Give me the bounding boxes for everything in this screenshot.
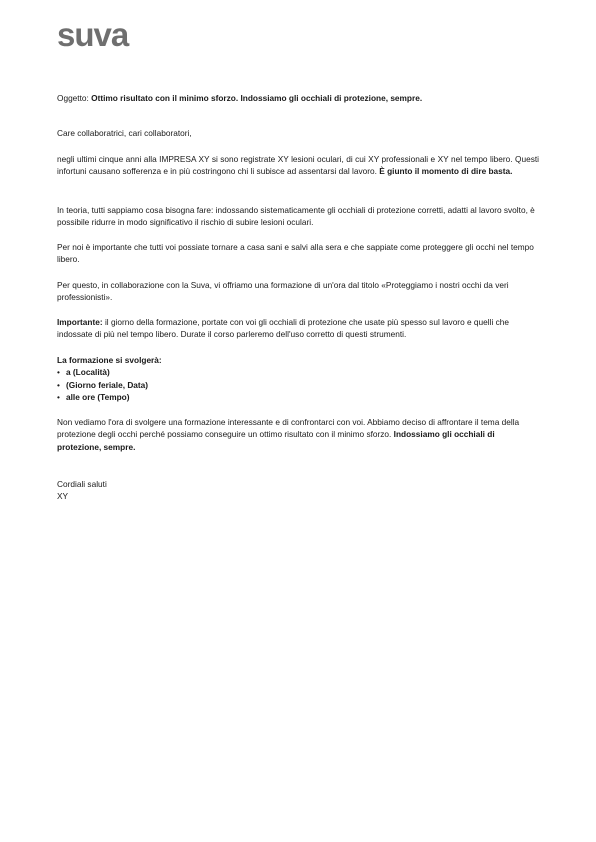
closing [57, 478, 539, 503]
paragraph-theory: In teoria, tutti sappiamo cosa bisogna fare: indossando sistematicamente gli occhiali di protezione corretti, adatti al lavoro svolto, è possibile ridurre in modo significativo il rischio di subire lesioni oculari. [57, 205, 535, 228]
paragraph-intro [57, 153, 539, 178]
salutation: Cordiali saluti [57, 479, 107, 489]
bullet-icon: • [57, 392, 60, 403]
training-item-label: alle ore (Tempo) [66, 392, 130, 403]
signature: XY [57, 491, 69, 502]
paragraph-intro-emphasis: È giunto il momento di dire basta. [379, 166, 513, 177]
training-item-date [57, 379, 539, 391]
paragraph-important-note [57, 316, 539, 341]
bullet-icon: • [57, 379, 60, 390]
training-item-time [57, 391, 539, 403]
greeting: Care collaboratrici, cari collaboratori, [57, 128, 192, 138]
paragraph-conclusion-text: Non vediamo l'ora di svolgere una formazione interessante e di confrontarci con voi. Abbiamo deciso di affrontare il tema della protezione degli occhi perché possiamo conseguire un ottimo risultato con il minimo sforzo. [57, 417, 520, 440]
subject-lead: Oggetto: [57, 93, 89, 103]
suva-logo: suva [57, 16, 129, 53]
bullet-icon: • [57, 367, 60, 378]
training-title: La formazione si svolgerà: [57, 355, 162, 365]
subject-line [57, 92, 539, 104]
paragraph-importance: Per noi è importante che tutti voi possiate tornare a casa sani e salvi alla sera e che sappiate come proteggere gli occhi nel tempo libero. [57, 242, 534, 265]
paragraph-conclusion [57, 416, 539, 453]
subject-text: Ottimo risultato con il minimo sforzo. Indossiamo gli occhiali di protezione, sempre. [91, 93, 423, 103]
training-item-location [57, 366, 539, 378]
paragraph-training-offer: Per questo, in collaborazione con la Suva, vi offriamo una formazione di un'ora dal titolo «Proteggiamo i nostri occhi da veri professionisti». [57, 280, 509, 303]
training-details [57, 354, 539, 404]
paragraph-intro-text: negli ultimi cinque anni alla IMPRESA XY si sono registrate XY lesioni oculari, di cui XY professionali e XY nel tempo libero. Questi infortuni causano sofferenza e in più costringono chi li subisce ad assentarsi dal lavoro. [57, 154, 539, 177]
training-list [57, 366, 539, 403]
important-label: Importante: [57, 317, 103, 327]
important-text: il giorno della formazione, portate con voi gli occhiali di protezione che usate più spesso sul lavoro e quelli che indossate di più nel tempo libero. Durate il corso parleremo dell'uso corretto di questi strumenti. [57, 317, 509, 340]
paragraph-conclusion-emphasis: Indossiamo gli occhiali di protezione, sempre. [57, 429, 495, 452]
training-item-label: a (Località) [66, 367, 110, 378]
training-item-label: (Giorno feriale, Data) [66, 379, 149, 390]
